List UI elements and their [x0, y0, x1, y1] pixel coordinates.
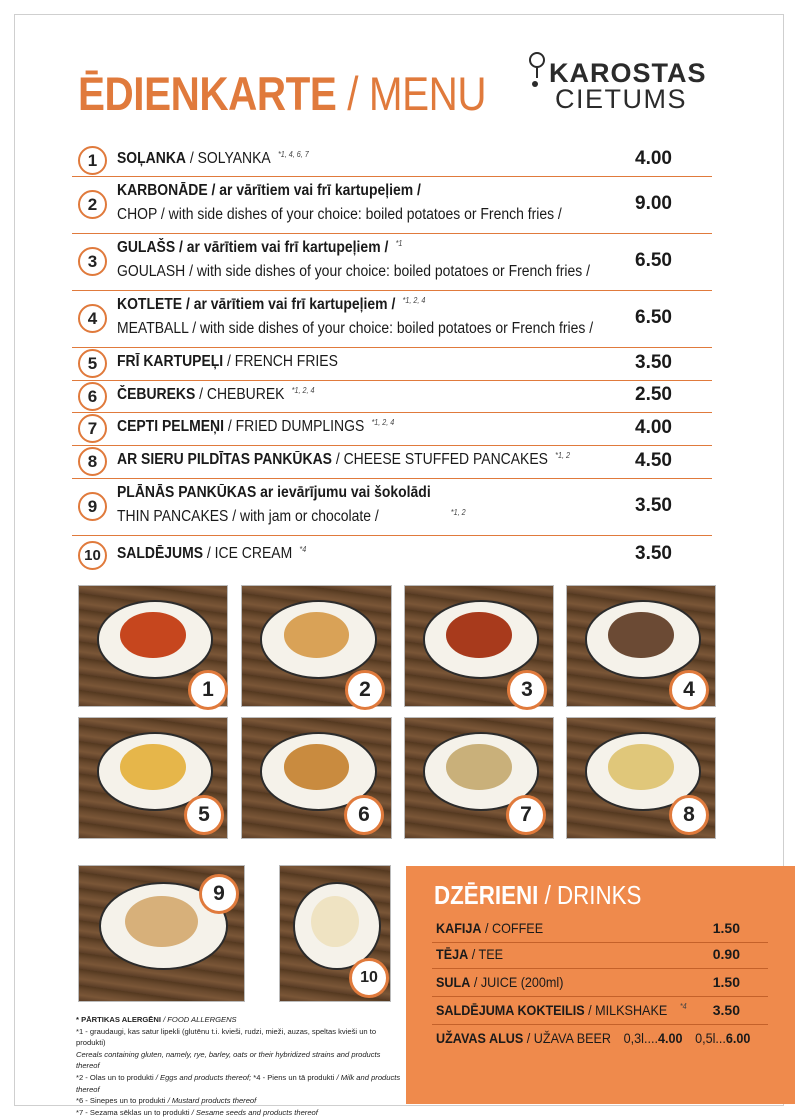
allergen-6-en: / Mustard products thereof	[165, 1096, 257, 1106]
menu-item	[72, 233, 712, 291]
item-name-lv: AR SIERU PILDĪTAS PANKŪKAS	[117, 451, 332, 468]
item-description	[117, 206, 562, 224]
drink-name-en: / COFFEE	[481, 920, 544, 936]
food	[311, 896, 359, 947]
item-number-badge: 2	[78, 190, 107, 219]
logo	[523, 46, 713, 116]
allergen-7-lv: *7 - Sezama sēklas un to produkti	[76, 1107, 190, 1117]
item-price: 6.50	[635, 250, 672, 271]
food	[446, 744, 511, 790]
allergen-notes	[76, 1014, 406, 1118]
item-number-badge: 6	[78, 382, 107, 411]
drink-price: 1.50	[712, 974, 740, 990]
menu-item	[72, 347, 712, 381]
allergen-line-3	[76, 1095, 406, 1107]
item-name-lv: PLĀNĀS PANKŪKAS ar ievārījumu vai šokolādi	[117, 484, 431, 501]
beer-price-small: 4.00	[657, 1030, 683, 1046]
item-allergens: *1, 4, 6, 7	[277, 150, 309, 159]
logo-text-2: CIETUMS	[555, 84, 687, 114]
item-price: 3.50	[635, 495, 672, 516]
menu-item	[72, 290, 712, 348]
photo-number-badge: 9	[199, 874, 239, 914]
drink-name	[436, 946, 503, 962]
item-number-badge: 3	[78, 247, 107, 276]
drink-name-lv: SULA	[436, 974, 471, 990]
beer-price-large: 6.00	[725, 1030, 751, 1046]
drink-name-en: / TEE	[468, 946, 504, 962]
menu-item	[72, 176, 712, 234]
item-price: 9.00	[635, 193, 672, 214]
item-number-badge: 4	[78, 304, 107, 333]
item-title-line	[117, 386, 314, 404]
allergen-2-en: / Eggs and products thereof;	[153, 1072, 254, 1082]
item-name-en: / CHEBUREK	[195, 386, 285, 403]
item-name-en: / FRIED DUMPLINGS	[223, 418, 365, 435]
item-number-badge: 10	[78, 541, 107, 570]
allergen-line-1: *1 - graudaugi, kas satur lipekli (glutēnu t.i. kvieši, rudzi, mieži, auzas, speltas kvieši un to produkti)	[76, 1026, 377, 1048]
item-description	[117, 320, 593, 338]
photo-number-badge: 5	[184, 795, 224, 835]
allergen-heading	[76, 1014, 406, 1026]
title-en: MENU	[368, 67, 487, 120]
item-name-en: / ICE CREAM	[203, 545, 293, 562]
drink-name	[436, 1002, 687, 1018]
item-number-badge: 8	[78, 447, 107, 476]
menu-item	[72, 478, 712, 536]
item-name-lv: GULAŠS / ar vārītiem vai frī kartupeļiem /	[117, 239, 389, 256]
drink-name-en: / MILKSHAKE	[584, 1002, 668, 1018]
item-title-line	[117, 239, 402, 257]
menu-item	[72, 535, 712, 575]
drink-price: 3.50	[712, 1002, 740, 1018]
drink-item	[432, 998, 768, 1025]
photo-number-badge: 2	[345, 670, 385, 710]
item-title-line	[117, 545, 306, 563]
item-description	[117, 508, 466, 526]
item-name-lv: KOTLETE / ar vārītiem vai frī kartupeļiem /	[117, 296, 396, 313]
allergen-4-en: / Milk and products thereof	[76, 1072, 401, 1094]
title-separator: /	[336, 67, 369, 120]
drink-name-en: / UŽAVA BEER	[523, 1030, 612, 1046]
food	[120, 744, 185, 790]
drink-name	[436, 1030, 750, 1046]
menu-item	[72, 144, 712, 177]
drinks-panel	[406, 866, 795, 1104]
item-description-text: THIN PANCAKES / with jam or chocolate /	[117, 508, 379, 525]
food	[446, 612, 511, 658]
item-price: 4.00	[635, 417, 672, 438]
item-price: 4.50	[635, 450, 672, 471]
photo-number-badge: 3	[507, 670, 547, 710]
item-title-line	[117, 418, 394, 436]
photo-number-badge: 6	[344, 795, 384, 835]
drinks-title	[434, 880, 641, 911]
drinks-title-en: / DRINKS	[538, 880, 642, 910]
menu-item	[72, 412, 712, 446]
food	[120, 612, 185, 658]
food	[284, 744, 350, 790]
allergen-heading-lv: * PĀRTIKAS ALERGĒNI	[76, 1015, 161, 1024]
item-number-badge: 7	[78, 414, 107, 443]
item-price: 6.50	[635, 307, 672, 328]
item-allergens: *1, 2, 4	[371, 418, 395, 427]
allergen-heading-en: / FOOD ALLERGENS	[160, 1015, 237, 1024]
item-price: 2.50	[635, 384, 672, 405]
drink-name-lv: TĒJA	[436, 946, 469, 962]
item-allergens: *1, 2	[555, 451, 570, 460]
item-allergens: *1, 2	[450, 508, 466, 517]
drink-item	[432, 916, 768, 943]
item-number-badge: 5	[78, 349, 107, 378]
photo-number-badge: 10	[349, 958, 389, 998]
item-name-en: / CHEESE STUFFED PANCAKES	[331, 451, 548, 468]
item-number-badge: 9	[78, 492, 107, 521]
item-allergens: *1	[395, 239, 403, 248]
item-name-lv: SOĻANKA	[117, 150, 186, 167]
item-title-line	[117, 182, 421, 200]
item-title-line	[117, 353, 338, 371]
item-name-en: / SOLYANKA	[185, 150, 271, 167]
food	[125, 896, 198, 947]
allergen-2-lv: *2 - Olas un to produkti	[76, 1072, 154, 1082]
allergen-line-4	[76, 1107, 406, 1119]
item-allergens: *1, 2, 4	[291, 386, 315, 395]
allergen-6-lv: *6 - Sinepes un to produkti	[76, 1096, 166, 1106]
beer-size-large: 0,5l...	[695, 1030, 726, 1046]
item-name-lv: KARBONĀDE / ar vārītiem vai frī kartupeļiem /	[117, 182, 421, 199]
title-lv: ĒDIENKARTE	[78, 67, 337, 120]
drink-item	[432, 1026, 768, 1052]
drink-price: 0.90	[712, 946, 740, 962]
allergen-7-en: / Sesame seeds and products thereof	[189, 1107, 318, 1117]
beer-size-small: 0,3l....	[623, 1030, 658, 1046]
food	[608, 612, 673, 658]
drink-name	[436, 920, 543, 936]
item-name-lv: CEPTI PELMEŅI	[117, 418, 224, 435]
item-title-line	[117, 296, 425, 314]
drinks-title-lv: DZĒRIENI	[434, 880, 539, 910]
item-price: 3.50	[635, 352, 672, 373]
item-description-text: CHOP / with side dishes of your choice: boiled potatoes or French fries /	[117, 206, 562, 223]
drink-item	[432, 942, 768, 969]
photo-number-badge: 4	[669, 670, 709, 710]
menu-item	[72, 445, 712, 479]
drink-name-en: / JUICE (200ml)	[470, 974, 564, 990]
menu-item	[72, 380, 712, 413]
item-allergens: *4	[299, 545, 307, 554]
item-title-line	[117, 150, 309, 168]
drink-name	[436, 974, 563, 990]
item-description-text: GOULASH / with side dishes of your choice: boiled potatoes or French fries /	[117, 263, 590, 280]
allergen-4-lv: *4 - Piens un tā produkti	[253, 1072, 335, 1082]
item-name-lv: ČEBUREKS	[117, 386, 196, 403]
food	[608, 744, 673, 790]
drink-name-lv: UŽAVAS ALUS	[436, 1030, 524, 1046]
allergen-line-1-en-text: Cereals containing gluten, namely, rye, barley, oats or their hybridized strains and products thereof	[76, 1049, 381, 1071]
item-allergens: *1, 2, 4	[402, 296, 426, 305]
item-price: 4.00	[635, 148, 672, 169]
photo-number-badge: 7	[506, 795, 546, 835]
drink-price: 1.50	[712, 920, 740, 936]
allergen-line-1-en	[76, 1049, 406, 1072]
item-name-lv: FRĪ KARTUPEĻI	[117, 353, 224, 370]
item-description-text: MEATBALL / with side dishes of your choice: boiled potatoes or French fries /	[117, 320, 594, 337]
item-title-line	[117, 451, 570, 469]
drink-name-lv: KAFIJA	[436, 920, 482, 936]
drink-name-lv: SALDĒJUMA KOKTEILIS	[436, 1002, 585, 1018]
page-title	[78, 66, 486, 121]
item-number-badge: 1	[78, 146, 107, 175]
drink-item	[432, 970, 768, 997]
item-name-lv: SALDĒJUMS	[117, 545, 204, 562]
allergen-line-2	[76, 1072, 406, 1095]
item-price: 3.50	[635, 543, 672, 564]
food	[284, 612, 350, 658]
logo-text-1: KAROSTAS	[549, 58, 707, 88]
photo-number-badge: 1	[188, 670, 228, 710]
item-name-en: / FRENCH FRIES	[223, 353, 338, 370]
photo-number-badge: 8	[669, 795, 709, 835]
item-title-line	[117, 484, 431, 502]
item-description	[117, 263, 590, 281]
drink-allergens: *4	[679, 1002, 687, 1011]
